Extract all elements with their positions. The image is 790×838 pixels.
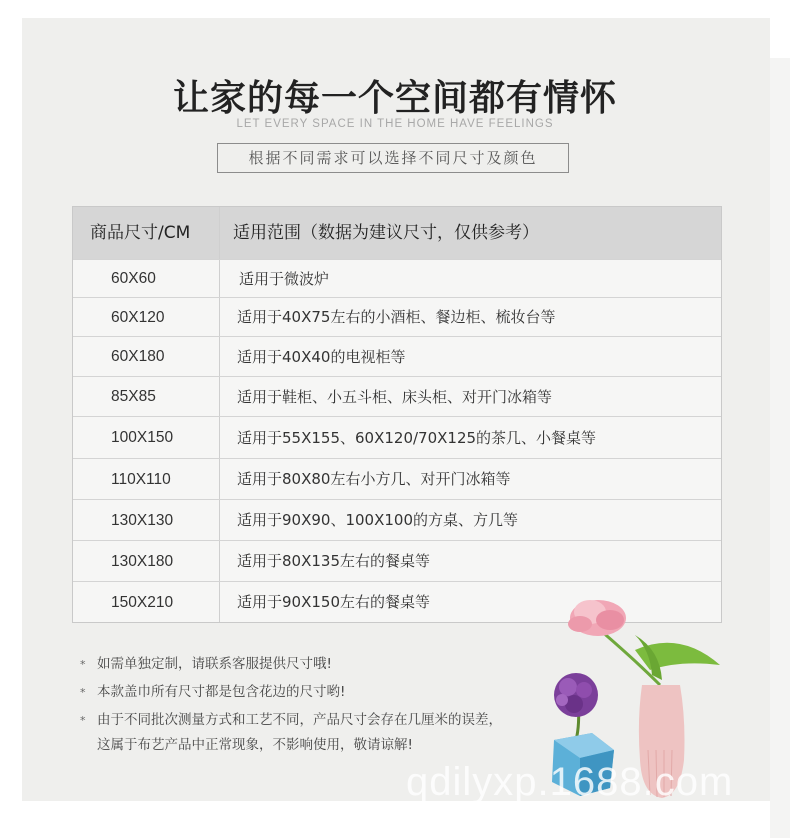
- row-size: 60X180: [111, 348, 165, 365]
- watermark-text: qdilyxp.1688.com: [406, 760, 734, 804]
- asterisk-icon: *: [80, 714, 86, 727]
- row-range: 适用于40X40的电视柜等: [237, 348, 406, 366]
- row-size: 110X110: [111, 471, 171, 488]
- row-range: 适用于40X75左右的小酒柜、餐边柜、梳妆台等: [237, 308, 556, 326]
- table-row: [73, 458, 721, 500]
- panel-edge: [770, 58, 790, 838]
- note-item: [80, 652, 510, 677]
- header-size: 商品尺寸/CM: [90, 223, 191, 243]
- row-size: 100X150: [111, 429, 174, 446]
- page-subtitle: LET EVERY SPACE IN THE HOME HAVE FEELINGS: [236, 118, 554, 130]
- tagline-box: 根据不同需求可以选择不同尺寸及颜色: [217, 143, 569, 173]
- table-row: [73, 376, 721, 417]
- table-row: [73, 416, 721, 459]
- pink-tulip-flower: [568, 600, 626, 636]
- table-row: [73, 297, 721, 337]
- size-table: [72, 206, 722, 623]
- note-item: [80, 680, 510, 705]
- table-header: [73, 207, 721, 259]
- row-size: 130X180: [111, 553, 174, 570]
- table-row: [73, 499, 721, 541]
- table-row: [73, 336, 721, 377]
- page-title: 让家的每一个空间都有情怀: [172, 77, 617, 119]
- row-range: 适用于80X80左右小方几、对开门冰箱等: [237, 470, 511, 488]
- row-range: 适用于鞋柜、小五斗柜、床头柜、对开门冰箱等: [237, 388, 553, 406]
- row-range: 适用于90X90、100X100的方桌、方几等: [237, 511, 518, 529]
- table-row: [73, 540, 721, 582]
- note-text: 如需单独定制，请联系客服提供尺寸哦!: [97, 656, 332, 672]
- table-row: [73, 259, 721, 298]
- row-size: 85X85: [111, 388, 156, 405]
- row-range: 适用于90X150左右的餐桌等: [237, 593, 430, 611]
- row-size: 150X210: [111, 594, 174, 611]
- row-size: 60X60: [111, 270, 156, 287]
- note-item: [80, 708, 507, 758]
- asterisk-icon: *: [80, 686, 86, 699]
- purple-allium-flower: [554, 673, 598, 740]
- row-size: 130X130: [111, 512, 174, 529]
- header-range: 适用范围（数据为建议尺寸，仅供参考）: [233, 223, 539, 243]
- row-range: 适用于80X135左右的餐桌等: [237, 552, 430, 570]
- notes-list: [80, 652, 510, 758]
- pink-tulip-stem: [600, 630, 720, 685]
- row-range: 适用于微波炉: [239, 270, 330, 288]
- row-range: 适用于55X155、60X120/70X125的茶几、小餐桌等: [237, 429, 597, 447]
- note-text: 由于不同批次测量方式和工艺不同，产品尺寸会存在几厘米的误差，这属于布艺产品中正常现象，不影响使用，敬请谅解!: [97, 712, 502, 753]
- asterisk-icon: *: [80, 658, 86, 671]
- note-text: 本款盖巾所有尺寸都是包含花边的尺寸哟!: [97, 684, 346, 700]
- row-size: 60X120: [111, 309, 165, 326]
